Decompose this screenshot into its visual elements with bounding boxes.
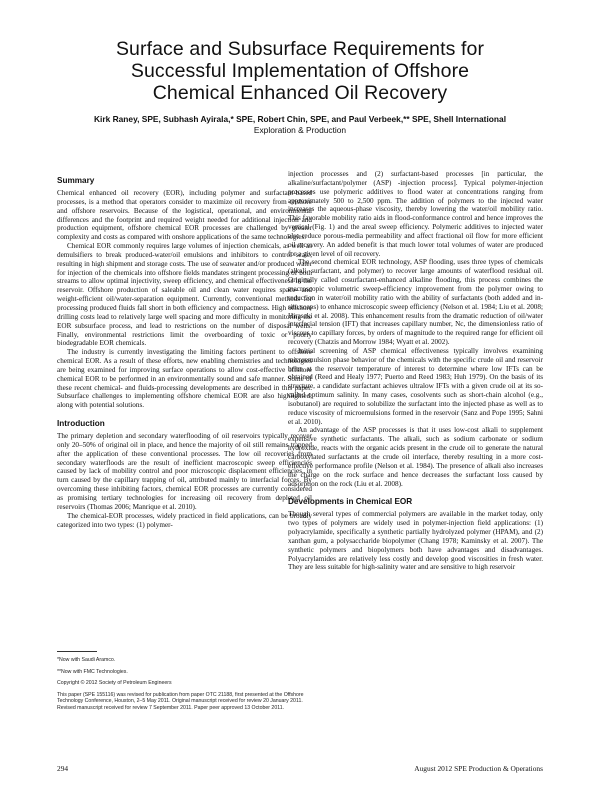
section-heading: Introduction [57, 419, 105, 429]
author-block [40, 114, 560, 136]
copyright-notice: Copyright © 2012 Society of Petroleum Engineers [57, 680, 172, 687]
footnotes [57, 657, 312, 712]
paper-title [20, 38, 580, 104]
body-paragraph: The second chemical EOR technology, ASP flooding, uses three types of chemicals (alkali, surfactant, and polymer) to recover large amounts of waterflood residual oil. Originally called cosurfactant-enhanced alkaline flooding, this process combines the macroscopic volumetric sweep-efficiency improvement from the polymer owing to reduction in water/oil mobility ratio with the ability of surfactants (both added and in-situ soaps) to enhance microscopic sweep efficiency (Nelson et al. 1984; Liu et al. 2008; Hirasaki et al. 2008). This enhancement results from the dramatic reduction of oil/water interfacial tension (IFT) that increases capillary number, Nc, the dimensionless ratio of viscous to capillary forces, by orders of magnitude to the required range for efficient oil recovery (Chatzis and Morrow 1984; Wyatt et al. 2002). [288, 258, 543, 347]
title-line: Chemical Enhanced Oil Recovery [152, 82, 448, 104]
section-heading: Developments in Chemical EOR [288, 497, 413, 507]
body-paragraph: Chemical enhanced oil recovery (EOR), including polymer and surfactant-based processes, is a method that operators consider to maximize oil recovery from onshore and offshore reservoirs. Because of the logistical, operational, and environmental differences and the footprint and required weight needed for additional injection and production equipment, offshore chemical EOR processes are challenged by greater complexity and costs as compared with onshore applications of the same technologies. [57, 189, 312, 242]
body-paragraph: The industry is currently investigating the limiting factors pertinent to offshore chemical EOR. As a result of these efforts, new enabling chemistries and technologies are being examined for improving surface operations to allow cost-effective offshore chemical EOR to be performed in an environmentally sound and safe manner. Some of these recent chemical- and fluids-processing developments are described in this paper. Subsurface challenges to implementing offshore chemical EOR are also highlighted, along with potential solutions. [57, 348, 312, 410]
page-number: 294 [57, 764, 69, 773]
affiliation-line: Exploration & Production [253, 125, 347, 135]
journal-footer: August 2012 SPE Production & Operations [414, 764, 543, 773]
body-paragraph: injection processes and (2) surfactant-based processes [in particular, the alkaline/surfactant/polymer (ASP) -injection process]. Typical polymer-injection processes use polymeric additives to flood water at concentrations ranging from approximately 500 to 2,500 ppm. The addition of polymers to the injected water increases the aqueous-phase viscosity, thereby lowering the water/oil mobility ratio. This favorable mobility ratio aids in flood-conformance control and hence improves the vertical (Fig. 1) and the areal sweep efficiency. Polymeric additives to injected water also reduce porous-media permeability and affect fractional oil flow for more efficient oil recovery. An added benefit is that much lower total volumes of water are produced for a given level of oil recovery. [288, 170, 543, 258]
body-paragraph: Initial screening of ASP chemical effectiveness typically involves examining microemulsion phase behavior of the chemicals with the specific crude oil and reservoir brine at the reservoir temperature of interest to determine where low IFTs can be obtained (Reed and Healy 1977; Puerto and Reed 1983; Huh 1979). On the basis of its structure, a candidate surfactant achieves ultralow IFTs with a given crude oil at its so-called optimum salinity. In many cases, cosolvents such as short-chain alcohol (e.g., isobutanol) are required to solubilize the surfactant into the injected phase as well as to reduce viscosity of microemulsions formed in the reservoir (Sanz and Pope 1995; Sahni et al. 2010). [288, 346, 543, 426]
author-line: Kirk Raney, SPE, Subhash Ayirala,* SPE, Robert Chin, SPE, and Paul Verbeek,** SPE, Shell International [93, 114, 507, 124]
footnote: **Now with FMC Technologies. [57, 668, 128, 675]
footnote-rule [57, 651, 97, 652]
body-paragraph: The primary depletion and secondary waterflooding of oil reservoirs typically recover only 20–50% of original oil in place, and hence the majority of oil still remains trapped after the application of these conventional processes. The low oil recoveries from secondary waterfloods are the result of inefficient macroscopic sweep efficiencies caused by lack of mobility control and poor microscopic displacement efficiencies, in turn caused by the capillary trapping of oil, attributed mainly to interfacial forces. By overcoming these inhibiting factors, chemical EOR processes are currently considered as promising tertiary technologies for increasing oil recovery from depleted oil reservoirs (Thomas 2006; Manrique et al. 2010). [57, 432, 312, 511]
body-paragraph: Though several types of commercial polymers are available in the market today, only two types of polymers are widely used in polymer-injection field applications: (1) polyacrylamide, specifically a synthetic partially hydrolyzed polymer (HPAM), and (2) xanthan gum, a polysaccharide biopolymer (Chang 1978; Kaminsky et al. 2007). The synthetic polymers and biopolymers both have advantages and disadvantages. Polyacrylamides are relatively less costly and develop good viscosities in fresh water. They are less suitable for high-salinity water and are sensitive to high reservoir [288, 510, 543, 572]
title-line: Surface and Subsurface Requirements for [115, 38, 485, 60]
body-paragraph: Chemical EOR commonly requires large volumes of injection chemicals, as well as demulsifiers to break produced-water/oil emulsions and inhibitors to control scale, resulting in high shipment and storage costs. The use of seawater and/or produced water for injection of the chemicals into offshore fields mandates stringent processing of both streams to allow optimal injectivity, sweep efficiency, and chemical effectiveness in the reservoir. Offshore production of saleable oil and clean water requires space- and weight-efficient oil/water-separation equipment. Currently, conventional methods for processing produced fluids fall short in both efficiency and compactness. High offshore drilling costs lead to relatively large well spacing and more difficulty in monitoring the EOR subsurface process, and lead to restrictions on the number of disposal wells. Finally, environmental restrictions limit the overboarding of toxic or poorly biodegradable EOR chemicals. [57, 242, 312, 348]
body-paragraph: The chemical-EOR processes, widely practiced in field applications, can be broadly categorized into two types: (1) polymer- [57, 511, 312, 529]
publication-history: This paper (SPE 155116) was revised for publication from paper OTC 21188, first presented at the Offshore Technology Conference, Houston, 2–5 May 2011. Original manuscript received for review 20 January 2011. Revised manuscript received for review 7 September 2011. Paper peer approved 13 October 2011. [57, 691, 304, 711]
title-line: Successful Implementation of Offshore [130, 60, 470, 82]
footnote: *Now with Saudi Aramco. [57, 657, 116, 663]
left-column [57, 176, 312, 529]
section-heading: Summary [57, 176, 95, 185]
body-paragraph: An advantage of the ASP processes is that it uses low-cost alkali to supplement expensive synthetic surfactants. The alkali, such as sodium carbonate or sodium hydroxide, reacts with the organic acids present in the crude oil to generate the natural carboxylated surfactants at the crude oil interface, thereby resulting in a more cost-effective performance profile (Nelson et al. 1984). The presence of alkali also increases the charge on the rock surface and hence decreases the surfactant loss caused by adsorption on the rock (Liu et al. 2008). [288, 426, 543, 488]
right-column [288, 170, 543, 572]
